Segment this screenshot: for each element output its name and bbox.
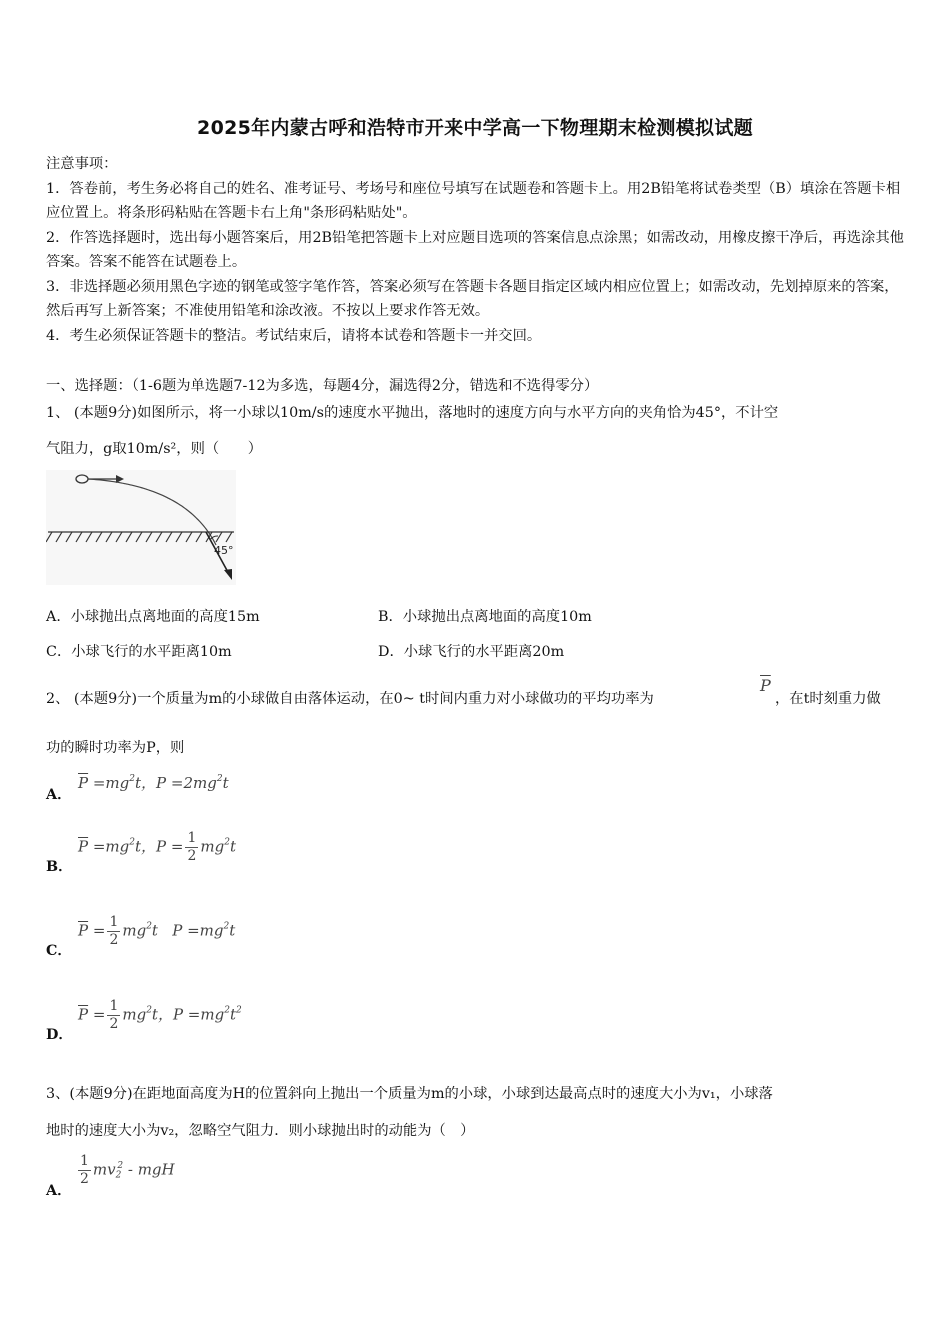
q2-option-c-formula: $\overline{P}$ = $\frac{1}{2}$ $mg^2t$ $P =mg^2t$ xyxy=(78,914,236,948)
page-title: 2025年内蒙古呼和浩特市开来中学高一下物理期末检测模拟试题 xyxy=(197,117,753,139)
q3-option-a-formula: $\frac{1}{2}$ $mv_2^2$ - mgH xyxy=(80,1153,175,1187)
q1-option-a[interactable]: A．小球抛出点离地面的高度15m xyxy=(46,609,260,625)
q2-pbar: $\overline{P}$ xyxy=(760,676,771,695)
q2-line1-tail: ，在t时刻重力做 xyxy=(775,691,881,707)
angle-label: 45° xyxy=(214,544,234,557)
q3-line1: 3、(本题9分)在距地面高度为H的位置斜向上抛出一个质量为m的小球，小球到达最高点时的速度大小为v₁，小球落 xyxy=(46,1086,773,1102)
q1-option-d[interactable]: D．小球飞行的水平距离20m xyxy=(378,644,565,660)
q3-option-a-label[interactable]: A． xyxy=(46,1183,72,1199)
q2-option-c-label[interactable]: C． xyxy=(46,943,72,959)
q3-line2: 地时的速度大小为v₂，忽略空气阻力．则小球抛出时的动能为（ ） xyxy=(46,1123,475,1139)
q2-line1: 2、 (本题9分)一个质量为m的小球做自由落体运动，在0~ t时间内重力对小球做功的平均功率为 xyxy=(46,691,654,707)
q2-option-d-formula: $\overline{P}$ = $\frac{1}{2}$ $mg^2t$，$P =mg^2t^2$ xyxy=(78,998,242,1032)
q2-option-a-label[interactable]: A． xyxy=(46,787,72,803)
q1-line1: 1、 (本题9分)如图所示，将一小球以10m/s的速度水平抛出，落地时的速度方向与水平方向的夹角恰为45°，不计空 xyxy=(46,405,779,421)
q1-option-b[interactable]: B．小球抛出点离地面的高度10m xyxy=(378,609,592,625)
q2-line2: 功的瞬时功率为P，则 xyxy=(46,740,185,756)
q1-line2: 气阻力，g取10m/s²，则（ ） xyxy=(46,441,263,457)
q2-option-b-label[interactable]: B． xyxy=(46,859,73,875)
notes-heading: 注意事项： xyxy=(46,156,118,172)
note-item-3: 3．非选择题必须用黑色字迹的钢笔或签字笔作答，答案必须写在答题卡各题目指定区域内相应位置上；如需改动，先划掉原来的答案，然后再写上新答案；不准使用铅笔和涂改液。不按以上要求作答无效。 xyxy=(46,278,899,319)
q2-option-b-formula: $\overline{P} =mg^2t$，P = $\frac{1}{2}$ $mg^2t$ xyxy=(78,830,236,864)
note-item-1: 1．答卷前，考生务必将自己的姓名、准考证号、考场号和座位号填写在试题卷和答题卡上。用2B铅笔将试卷类型（B）填涂在答题卡相应位置上。将条形码粘贴在答题卡右上角"条形码粘贴处"。 xyxy=(46,180,901,221)
note-item-4: 4．考生必须保证答题卡的整洁。考试结束后，请将本试卷和答题卡一并交回。 xyxy=(46,327,542,344)
projectile-figure xyxy=(46,470,236,585)
q2-option-d-label[interactable]: D． xyxy=(46,1027,73,1043)
note-item-2: 2．作答选择题时，选出每小题答案后，用2B铅笔把答题卡上对应题目选项的答案信息点涂黑；如需改动，用橡皮擦干净后，再选涂其他答案。答案不能答在试题卷上。 xyxy=(46,229,904,270)
q2-option-a-formula: $\overline{P} =mg^2t$，$P =2mg^2t$ xyxy=(78,774,229,792)
notes-block xyxy=(46,152,908,348)
section-heading: 一、选择题：（1-6题为单选题7-12为多选，每题4分，漏选得2分，错选和不选得零分） xyxy=(46,378,599,394)
q1-option-c[interactable]: C．小球飞行的水平距离10m xyxy=(46,644,232,660)
